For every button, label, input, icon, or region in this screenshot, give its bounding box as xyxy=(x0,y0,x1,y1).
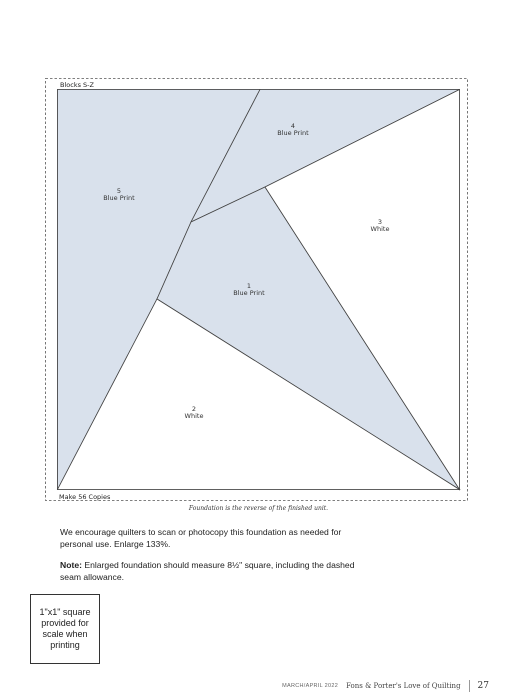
piece-4-number: 4 xyxy=(290,122,296,130)
page-footer xyxy=(282,679,489,693)
piece-1-fabric: Blue Print xyxy=(233,289,265,297)
piece-3-fabric: White xyxy=(370,225,390,233)
foundation-caption: Foundation is the reverse of the finished unit. xyxy=(188,505,329,512)
magazine-title: Fons & Porter's Love of Quilting xyxy=(346,682,461,690)
piece-5-fabric: Blue Print xyxy=(103,194,135,202)
piece-2-number: 2 xyxy=(191,405,197,413)
piece-5-number: 5 xyxy=(116,187,122,195)
piece-2-fabric: White xyxy=(184,412,204,420)
block-label: Blocks S-Z xyxy=(60,81,94,89)
issue-date: MARCH/APRIL 2022 xyxy=(282,683,339,689)
note-paragraph xyxy=(60,560,360,583)
scan-permission-paragraph: We encourage quilters to scan or photocopy this foundation as needed for personal use. Enlarge 133%. xyxy=(60,527,342,549)
note-label: Note: xyxy=(60,560,82,570)
copies-label: Make 56 Copies xyxy=(59,493,111,501)
scale-square-text: 1"x1" square provided for scale when printing xyxy=(39,607,91,650)
piece-3-number: 3 xyxy=(377,218,383,226)
page-number: 27 xyxy=(477,681,489,691)
note-text: Enlarged foundation should measure 8½" square, including the dashed seam allowance. xyxy=(60,560,355,582)
scale-square xyxy=(30,594,100,664)
footer-divider xyxy=(469,680,470,692)
piece-4-fabric: Blue Print xyxy=(277,129,309,137)
piece-1-number: 1 xyxy=(246,282,252,290)
